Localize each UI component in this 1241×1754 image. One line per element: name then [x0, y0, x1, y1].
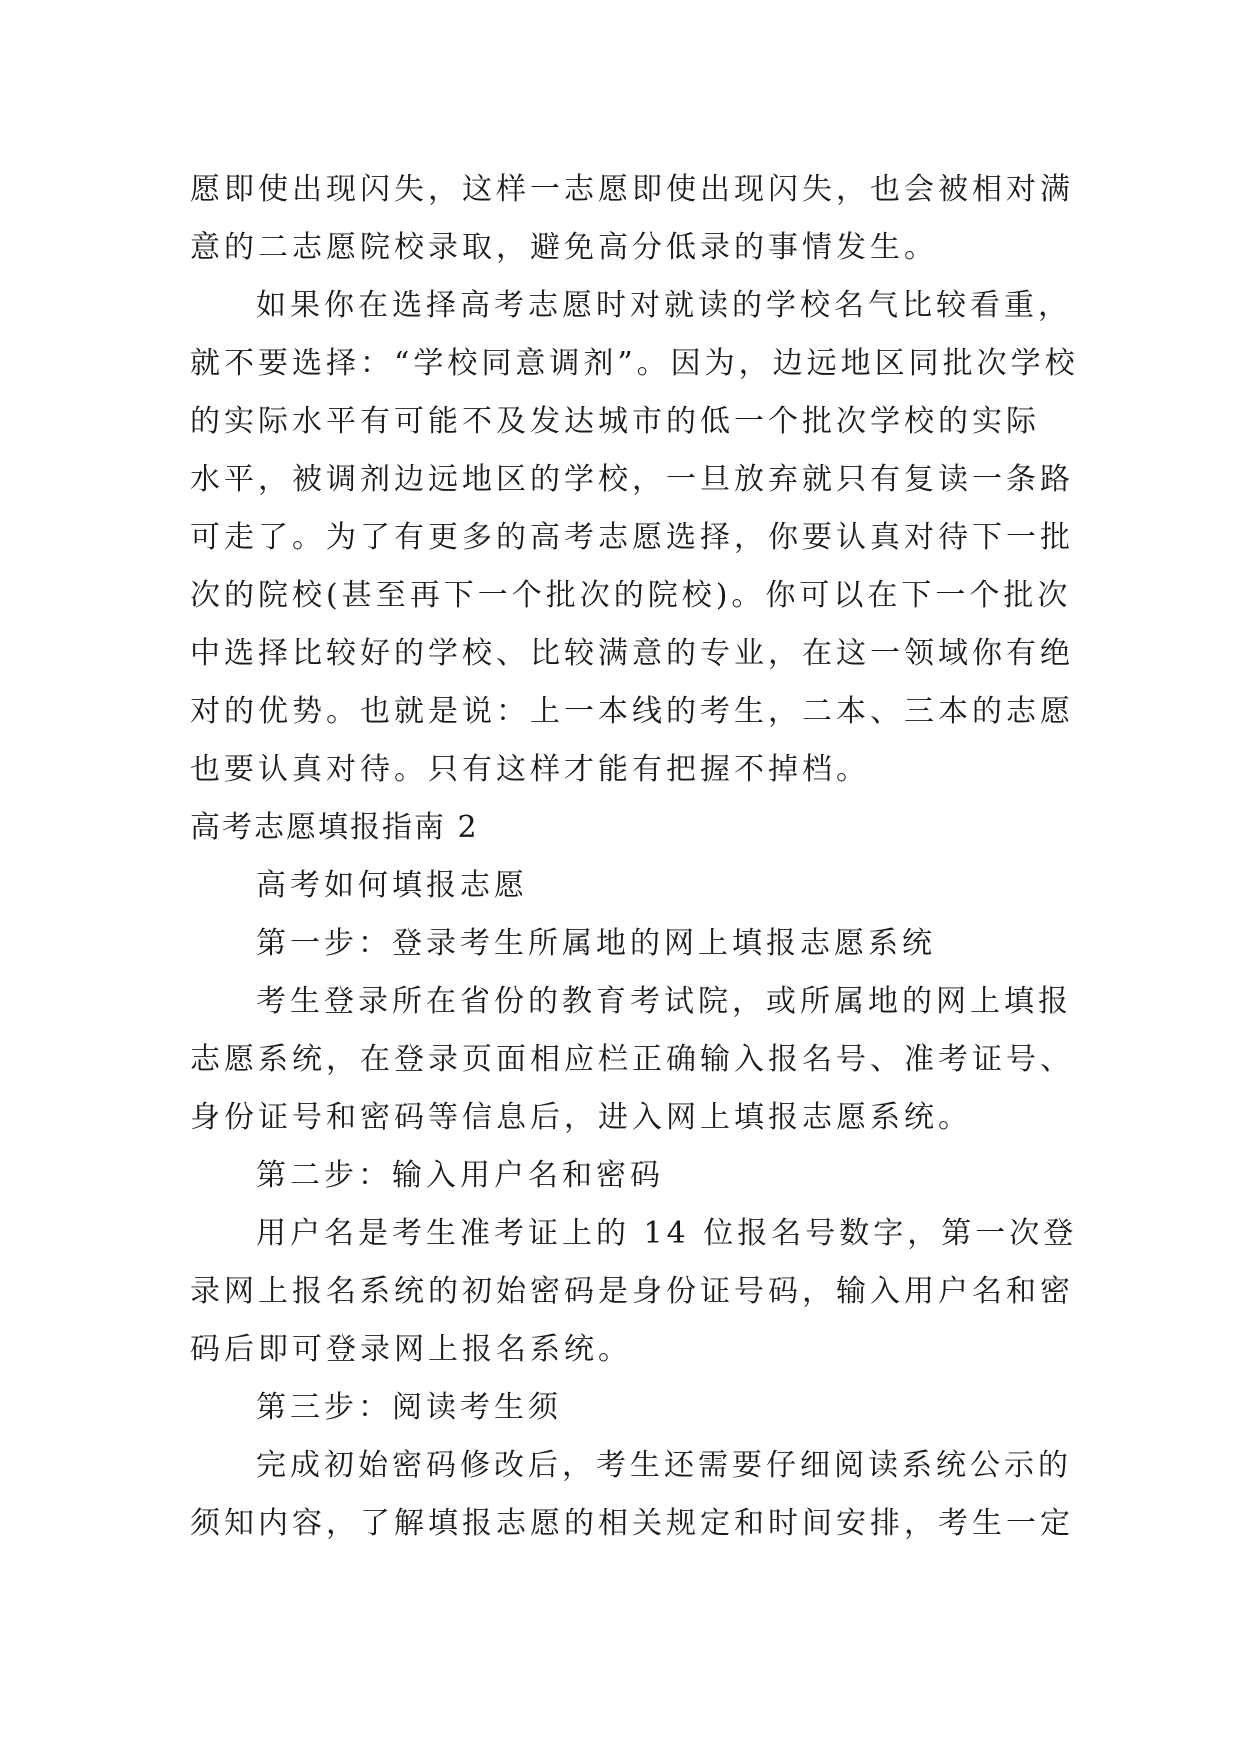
text-line: 的实际水平有可能不及发达城市的低一个批次学校的实际	[190, 404, 1040, 439]
text-line: 志愿系统，在登录页面相应栏正确输入报名号、准考证号、	[190, 1042, 1074, 1077]
paragraph-first-line: 如果你在选择高考志愿时对就读的学校名气比较看重，	[256, 288, 1072, 323]
section-heading: 高考志愿填报指南 2	[190, 810, 479, 845]
text-line: 身份证号和密码等信息后，进入网上填报志愿系统。	[190, 1100, 972, 1135]
subheading: 高考如何填报志愿	[256, 868, 528, 903]
text-line: 对的优势。也就是说：上一本线的考生，二本、三本的志愿	[190, 694, 1074, 729]
text-line: 中选择比较好的学校、比较满意的专业，在这一领域你有绝	[190, 636, 1074, 671]
text-line: 也要认真对待。只有这样才能有把握不掉档。	[190, 752, 870, 787]
text-line: 水平，被调剂边远地区的学校，一旦放弃就只有复读一条路	[190, 462, 1074, 497]
text-line: 意的二志愿院校录取，避免高分低录的事情发生。	[190, 230, 938, 265]
step-heading: 第二步：输入用户名和密码	[256, 1158, 664, 1193]
text-line: 就不要选择：“学校同意调剂”。因为，边远地区同批次学校	[190, 346, 1079, 381]
text-line: 须知内容，了解填报志愿的相关规定和时间安排，考生一定	[190, 1506, 1074, 1541]
text-line: 愿即使出现闪失，这样一志愿即使出现闪失，也会被相对满	[190, 172, 1074, 207]
step-heading: 第三步：阅读考生须	[256, 1390, 562, 1425]
text-line: 录网上报名系统的初始密码是身份证号码，输入用户名和密	[190, 1274, 1074, 1309]
text-line: 可走了。为了有更多的高考志愿选择，你要认真对待下一批	[190, 520, 1074, 555]
text-line: 码后即可登录网上报名系统。	[190, 1332, 632, 1367]
text-line: 次的院校(甚至再下一个批次的院校)。你可以在下一个批次	[190, 578, 1072, 613]
paragraph-first-line: 考生登录所在省份的教育考试院，或所属地的网上填报	[256, 984, 1072, 1019]
paragraph-first-line: 完成初始密码修改后，考生还需要仔细阅读系统公示的	[256, 1448, 1072, 1483]
step-heading: 第一步：登录考生所属地的网上填报志愿系统	[256, 926, 936, 961]
paragraph-first-line: 用户名是考生准考证上的 14 位报名号数字，第一次登	[256, 1216, 1078, 1251]
